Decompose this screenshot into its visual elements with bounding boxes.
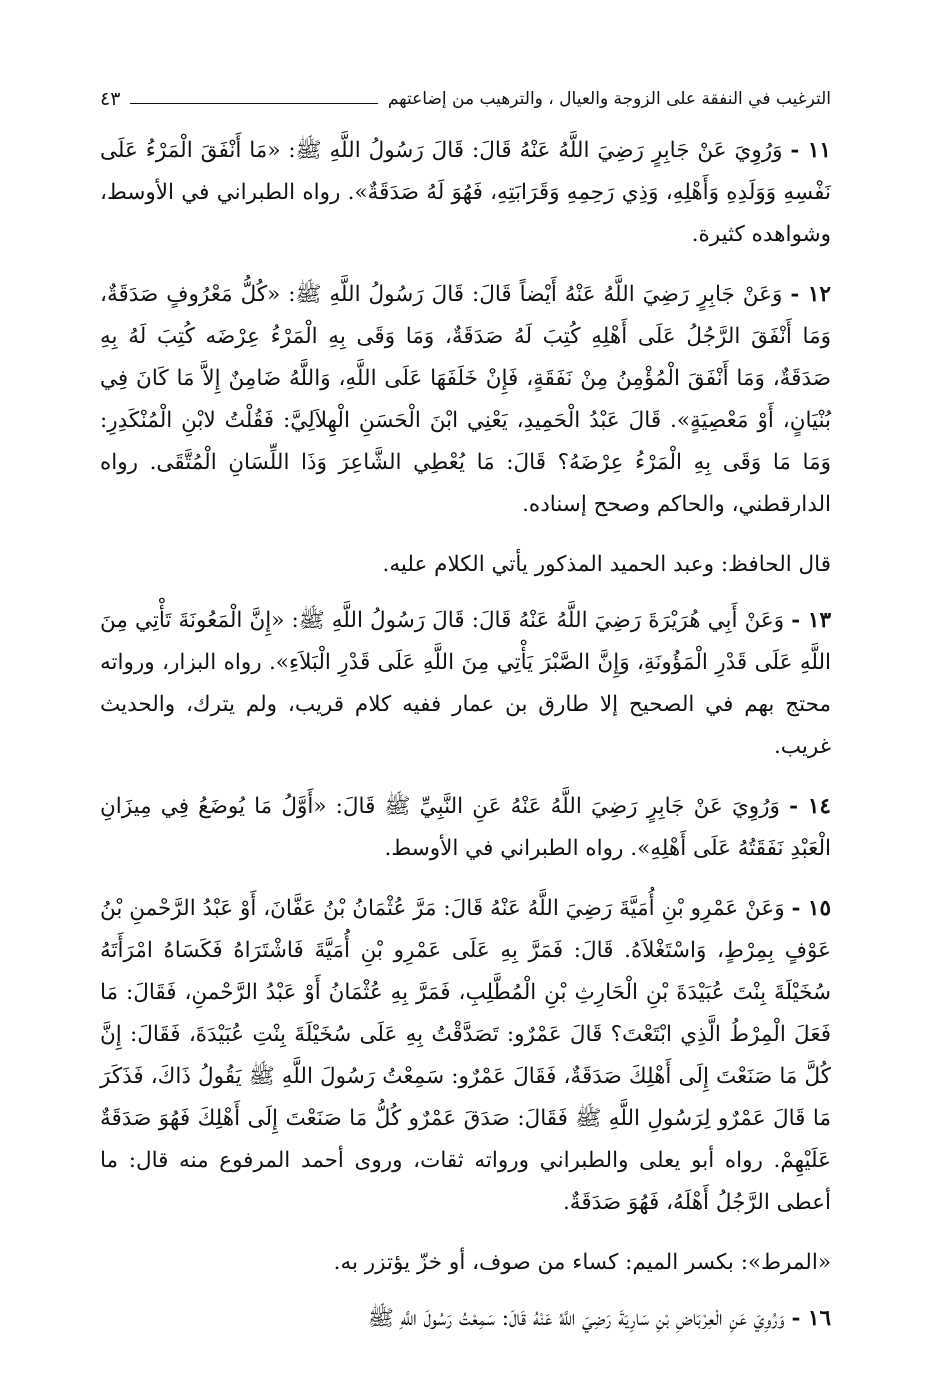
running-header [100,82,831,116]
hadith-number: ١٥ - [791,896,831,921]
hadith-text: وَعَنْ جَابِرٍ رَضِيَ اللَّهُ عَنْهُ أَيْضاً قَالَ: قَالَ رَسُولُ اللَّهِ ﷺ: «كُلُّ مَعْرُوفٍ صَدَقَةٌ، وَمَا أَنْفَقَ الرَّجُلُ عَلَى أَهْلِهِ كُتِبَ لَهُ صَدَقَةٌ، وَمَا وَقَى بِهِ الْمَرْءُ عِرْضَه كُتِبَ لَهُ بِهِ صَدَقَةٌ، وَمَا أَنْفَقَ الْمُؤْمِنُ مِنْ نَفَقَةٍ، فَإِنْ خَلَفَهَا عَلَى اللَّهِ، وَاللَّهُ ضَامِنٌ إِلاَّ مَا كَانَ فِي بُنْيَانٍ، أَوْ مَعْصِيَةٍ». قَالَ عَبْدُ الْحَمِيدِ، يَعْنِي ابْنَ الْحَسَنِ الْهِلاَلِيَّ: فَقُلْتُ لابْنِ الْمُنْكَدِرِ: وَمَا مَا وَقَى بِهِ الْمَرْءُ عِرْضَهُ؟ قَالَ: مَا يُعْطِي الشَّاعِرَ وَذَا اللِّسَانِ الْمُتَّقَى. رواه الدارقطني، والحاكم وصحح إسناده. [100,282,831,517]
note-text: «المرط»: بكسر الميم: كساء من صوف، أو خزّ يؤتزر به. [333,1250,831,1275]
hadith-text: وَرُوِيَ عَنِ الْعِرْبَاضِ بْنِ سَارِيَةَ رَضِيَ اللَّهُ عَنْهُ قَالَ: سَمِعْتُ رَسُولَ اللَّهِ ﷺ [367,1306,785,1331]
hadith-paragraph [100,130,831,256]
body-text [100,130,831,1358]
note-text: قال الحافظ: وعبد الحميد المذكور يأتي الكلام عليه. [382,552,831,577]
hadith-number: ١٦ - [791,1306,831,1331]
hadith-paragraph [100,600,831,768]
hadith-paragraph [100,274,831,526]
page-number: ٤٣ [100,88,121,110]
hadith-number: ١٣ - [791,608,831,633]
hadith-text: وَعَنْ عَمْرِو بْنِ أُمَيَّةَ رَضِيَ اللَّهُ عَنْهُ قَالَ: مَرَّ عُثْمَانُ بْنُ عَفَّانَ، أَوْ عَبْدُ الرَّحْمنِ بْنُ عَوْفٍ بِمِرْطٍ، وَاسْتَغْلاَهُ. قَالَ: فَمَرَّ بِهِ عَلَى عَمْرِو بْنِ أُمَيَّةَ فَاشْتَرَاهُ فَكَسَاهُ امْرَأَتَهُ سُخَيْلَةَ بِنْتَ عُبَيْدَةَ بْنِ الْحَارِثِ بْنِ الْمُطَّلِبِ، فَمَرَّ بِهِ عُثْمَانُ أَوْ عَبْدُ الرَّحْمنِ، فَقَالَ: مَا فَعَلَ الْمِرْطُ الَّذِي ابْتَعْتَ؟ قَالَ عَمْرٌو: تَصَدَّقْتُ بِهِ عَلَى سُخَيْلَةَ بِنْتِ عُبَيْدَةَ، فَقَالَ: إِنَّ كُلَّ مَا صَنَعْتَ إِلَى أَهْلِكَ صَدَقَةٌ، فَقَالَ عَمْرٌو: سَمِعْتُ رَسُولَ اللَّهِ ﷺ يَقُولُ ذَاكَ، فَذَكَرَ مَا قَالَ عَمْرٌو لِرَسُولِ اللَّهِ ﷺ فَقَالَ: صَدَقَ عَمْرٌو كُلُّ مَا صَنَعْتَ إِلَى أَهْلِكَ فَهُوَ صَدَقَةٌ عَلَيْهِمْ. رواه أبو يعلى والطبراني ورواته ثقات، وروى أحمد المرفوع منه قال: ما أعطى الرَّجُلُ أَهْلَهُ، فَهُوَ صَدَقَةٌ. [100,896,831,1215]
commentary-note [100,544,831,586]
commentary-note [100,1242,831,1284]
hadith-text: وَرُوِيَ عَنْ جَابِرٍ رَضِيَ اللَّهُ عَنْهُ قَالَ: قَالَ رَسُولُ اللَّهِ ﷺ: «مَا أَنْفَقَ الْمَرْءُ عَلَى نَفْسِهِ وَوَلَدِهِ وَأَهْلِهِ، وَذِي رَحِمِهِ وَقَرَابَتِهِ، فَهُوَ لَهُ صَدَقَةٌ». رواه الطبراني في الأوسط، وشواهده كثيرة. [100,138,831,247]
hadith-paragraph [100,1298,831,1340]
hadith-text: وَرُوِيَ عَنْ جَابِرٍ رَضِيَ اللَّهُ عَنْهُ عَنِ النَّبِيِّ ﷺ قَالَ: «أَوَّلُ مَا يُوضَعُ فِي مِيزَانِ الْعَبْدِ نَفَقَتُهُ عَلَى أَهْلِهِ». رواه الطبراني في الأوسط. [100,794,831,861]
hadith-text: وَعَنْ أَبِي هُرَيْرَةَ رَضِيَ اللَّهُ عَنْهُ قَالَ: قَالَ رَسُولُ اللَّهِ ﷺ: «إِنَّ الْمَعُونَةَ تَأْتِي مِنَ اللَّهِ عَلَى قَدْرِ الْمَؤُونَةِ، وَإِنَّ الصَّبْرَ يَأْتِي مِنَ اللَّهِ عَلَى قَدْرِ الْبَلاَءِ». رواه البزار، ورواته محتج بهم في الصحيح إلا طارق بن عمار ففيه كلام قريب، ولم يترك، والحديث غريب. [100,608,831,759]
header-rule [130,103,377,104]
hadith-number: ١٤ - [789,794,831,819]
hadith-number: ١١ - [790,138,831,163]
hadith-number: ١٢ - [790,282,831,307]
hadith-paragraph [100,888,831,1224]
header-title: الترغيب في النفقة على الزوجة والعيال ، والترهيب من إضاعتهم [387,89,831,109]
hadith-paragraph [100,786,831,870]
